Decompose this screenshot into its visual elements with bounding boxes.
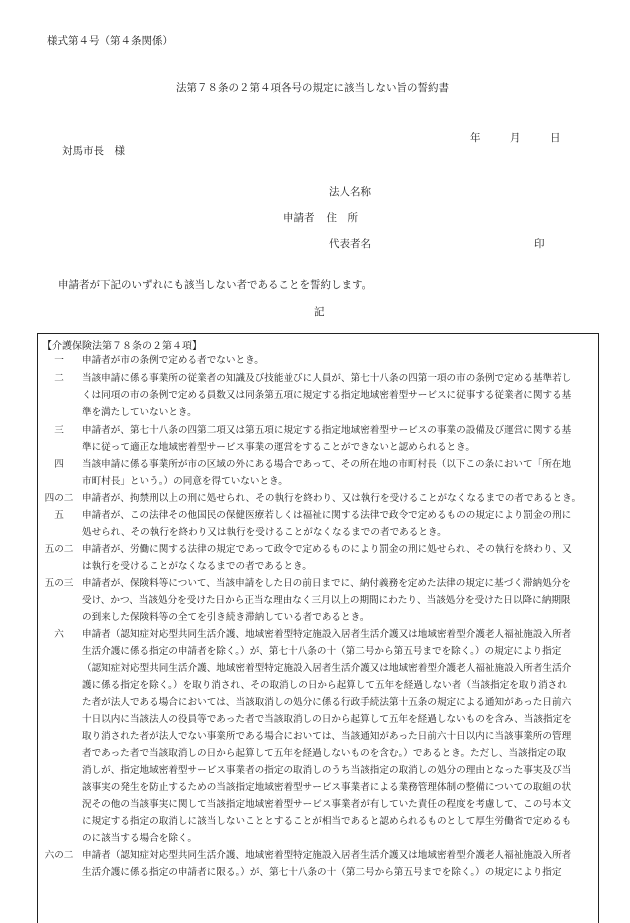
provision-text [82,626,592,847]
date-month-label: 月 [510,132,521,144]
provision-number: 五の二 [44,544,74,555]
provision-line: 申請者（認知症対応型共同生活介護、地域密着型特定施設入居者生活介護又は地域密着型介護老人福祉施設入所者 [82,629,572,640]
provision-text [82,490,592,507]
pledge-statement: 申請者が下記のいずれにも該当しない者であることを誓約します。 [58,279,373,291]
provision-line: は執行を受けることがなくなるまでの者であるとき。 [82,561,312,572]
address-label: 住 所 [326,212,358,224]
provision-line: 取り消された者が法人でない事業所である場合においては、当該通知があった日前六十日以内に当該事業所の管理 [82,731,572,742]
provision-line: 消しが、指定地域密着型サービス事業者の指定の取消しのうち当該指定の取消しの処分の理由となった事実及び当 [82,765,572,776]
provisions-box [37,333,599,923]
date-line [470,130,561,145]
provision-line: た者が法人である場合においては、当該取消しの処分に係る行政手続法第十五条の規定による通知があった日前六 [82,697,572,708]
provision-line: くは同項の市の条例で定める員数又は同条第五項に規定する指定地域密着型サービスに従事する従業者に関する基 [82,390,572,401]
representative-label: 代表者名 [329,238,371,250]
provision-line: 処せられ、その執行を終わり又は執行を受けることがなくなるまでの者であるとき。 [82,527,447,538]
provision-number: 六 [54,629,64,640]
provision-number: 一 [54,355,64,366]
provision-line: 申請者が、保険料等について、当該申請をした日の前日までに、納付義務を定めた法律の規定に基づく滞納処分を [82,578,571,589]
provision-number: 六の二 [44,850,74,861]
provision-number: 四 [54,459,64,470]
provision-line: 申請者（認知症対応型共同生活介護、地域密着型特定施設入居者生活介護又は地域密着型介護老人福祉施設入所者 [82,850,572,861]
provision-line: 準を満たしていないとき。 [82,407,197,418]
provision-line: 当該申請に係る事業所が市の区域の外にある場合であって、その所在地の市町村長（以下この条において「所在地 [82,459,571,470]
provision-line: 該事実の発生を防止するための当該指定地域密着型サービス事業者による業務管理体制の整備についての取組の状 [82,782,572,793]
provision-number: 五の三 [44,578,74,589]
provision-line: のに該当する場合を除く。 [82,833,197,844]
provision-line: 護に係る指定を除く。）を取り消され、その取消しの日から起算して五年を経過しない者（当該指定を取り消され [82,680,567,691]
provision-line: 受け、かつ、当該処分を受けた日から正当な理由なく三月以上の期間にわたり、当該処分を受けた日以降に納期限 [82,595,571,606]
provision-line: 生活介護に係る指定の申請者を除く。）が、第七十八条の十（第二号から第五号までを除く。）の規定により指定 [82,646,562,657]
date-day-label: 日 [550,132,561,144]
provision-line: 申請者が、第七十八条の四第二項又は第五項に規定する指定地域密着型サービスの事業の設備及び運営に関する基 [82,425,572,436]
addressee: 対馬市長 様 [62,145,125,157]
provision-text [82,422,592,456]
provision-text [82,507,592,541]
provision-text [82,456,592,490]
provision-line: 十日以内に当該法人の役員等であった者で当該取消しの日から起算して五年を経過しないものを含み、当該指定を [82,714,572,725]
provision-line: 準に従って適正な地域密着型サービス事業の運営をすることができないと認められるとき。 [82,442,475,453]
provision-number: 二 [54,373,64,384]
provision-line: に規定する指定の取消しに該当しないこととすることが相当であると認められるものとして厚生労働省で定めるも [82,816,572,827]
provisions-heading: 【介護保険法第７８条の２第４項】 [42,341,202,352]
provision-line: 申請者が、この法律その他国民の保健医療若しくは福祉に関する法律で政令で定めるものの規定により罰金の刑に [82,510,572,521]
provision-number: 五 [54,510,64,521]
applicant-label: 申請者 [283,212,315,224]
provision-text [82,541,592,575]
provision-text [82,575,592,626]
form-number: 様式第４号（第４条関係） [47,35,173,47]
provision-line: 者であった者で当該取消しの日から起算して五年を経過しないものを含む。）であるとき。ただし、当該指定の取 [82,748,566,759]
provision-line: 申請者が、拘禁刑以上の刑に処せられ、その執行を終わり、又は執行を受けることがなくなるまでの者であるとき。 [82,493,582,504]
provision-text [82,352,592,369]
seal-label: 印 [534,238,545,250]
provision-line: 申請者が、労働に関する法律の規定であって政令で定めるものにより罰金の刑に処せられ、その執行を終わり、又 [82,544,572,555]
applicant-address-line [283,210,358,225]
provision-line: 申請者が市の条例で定める者でないとき。 [82,355,264,366]
provision-line: （認知症対応型共同生活介護、地域密着型特定施設入居者生活介護又は地域密着型介護老人福祉施設入所者生活介 [82,663,572,674]
ki-heading: 記 [314,306,325,318]
provision-line: 況その他の当該事実に関して当該指定地域密着型サービス事業者が有していた責任の程度を考慮して、この号本文 [82,799,572,810]
document-title: 法第７８条の２第４項各号の規定に該当しない旨の誓約書 [176,82,449,94]
provision-line: 生活介護に係る指定の申請者に限る。）が、第七十八条の十（第二号から第五号までを除く。）の規定により指定 [82,867,562,878]
provision-text [82,370,592,421]
provision-text [82,847,592,881]
corp-name-label: 法人名称 [329,186,371,198]
provision-line: 当該申請に係る事業所の従業者の知識及び技能並びに人員が、第七十八条の四第一項の市の条例で定める基準若し [82,373,572,384]
provision-number: 四の二 [44,493,74,504]
date-year-label: 年 [470,132,481,144]
provision-line: 市町村長」という。）の同意を得ていないとき。 [82,476,288,487]
provision-number: 三 [54,425,64,436]
provision-line: の到来した保険料等の全てを引き続き滞納している者であるとき。 [82,612,370,623]
